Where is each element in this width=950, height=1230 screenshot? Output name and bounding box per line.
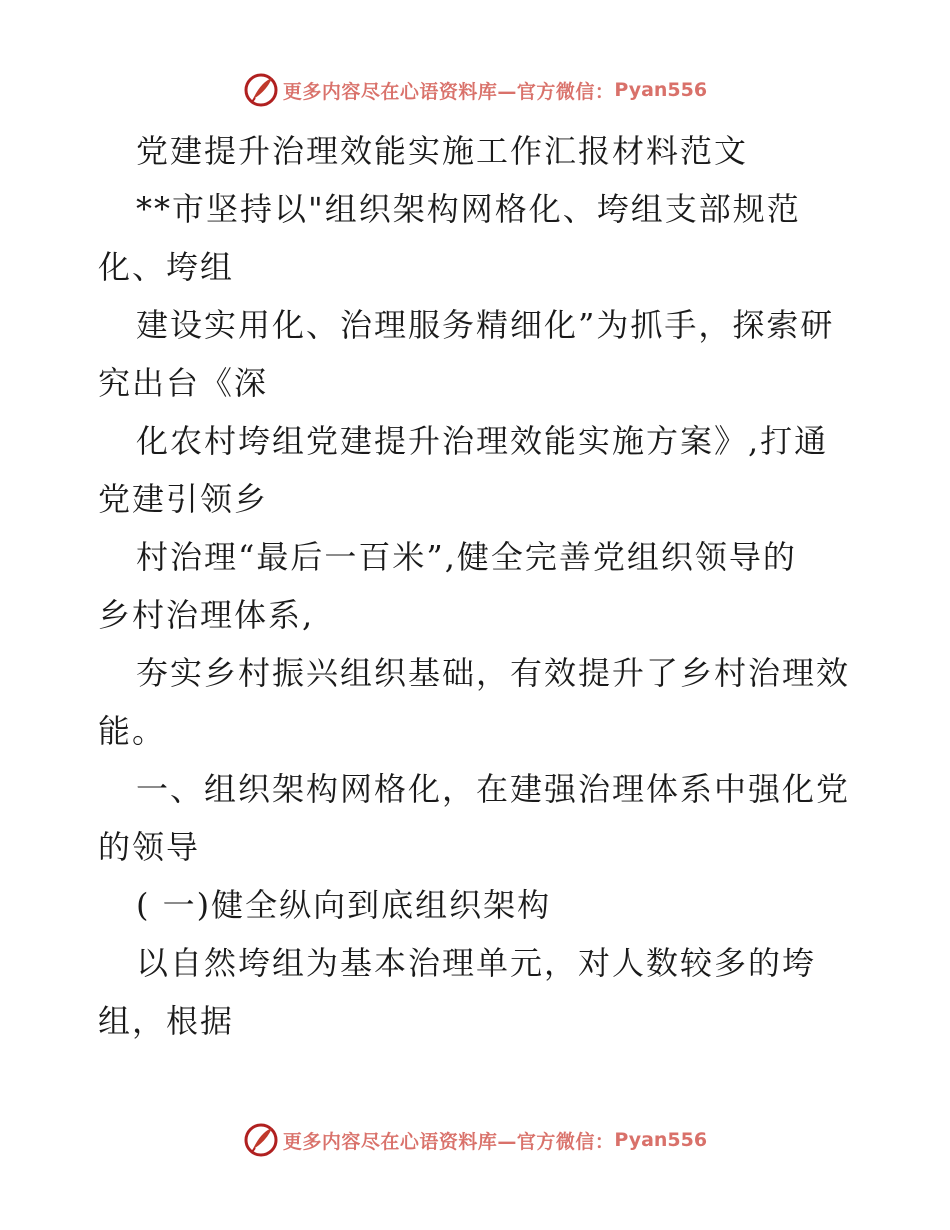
- text-line: 村治理“最后一百米”,健全完善党组织领导的: [136, 538, 797, 576]
- header-banner-contact: Pyan556: [614, 79, 708, 101]
- footer-banner-contact: Pyan556: [614, 1129, 708, 1151]
- feather-pen-logo-icon: [243, 72, 279, 108]
- text-line: 化农村垮组党建提升治理效能实施方案》,打通: [136, 422, 829, 460]
- text-line: 究出台《深: [98, 364, 269, 402]
- header-banner-text: 更多内容尽在心语资料库—官方微信：: [282, 80, 615, 103]
- text-line: 党建引领乡: [98, 480, 269, 518]
- text-line: ( 一)健全纵向到底组织架构: [136, 886, 552, 924]
- text-line: 的领导: [98, 828, 201, 866]
- header-banner: [0, 70, 950, 110]
- text-line: 党建提升治理效能实施工作汇报材料范文: [136, 132, 749, 170]
- footer-banner-text: 更多内容尽在心语资料库—官方微信：: [282, 1130, 615, 1153]
- text-line: 组，根据: [98, 1002, 235, 1040]
- text-line: **市坚持以"组织架构网格化、垮组支部规范: [136, 190, 801, 228]
- text-line: 夯实乡村振兴组织基础，有效提升了乡村治理效: [136, 654, 851, 692]
- feather-pen-logo-icon: [243, 1122, 279, 1158]
- document-body: [98, 122, 858, 1050]
- text-line: 乡村治理体系,: [98, 596, 315, 634]
- footer-banner: [0, 1120, 950, 1160]
- text-line: 化、垮组: [98, 248, 235, 286]
- text-line: 能。: [98, 712, 167, 750]
- text-line: 以自然垮组为基本治理单元，对人数较多的垮: [136, 944, 817, 982]
- text-line: 一、组织架构网格化，在建强治理体系中强化党: [136, 770, 851, 808]
- text-line: 建设实用化、治理服务精细化”为抓手，探索研: [136, 306, 835, 344]
